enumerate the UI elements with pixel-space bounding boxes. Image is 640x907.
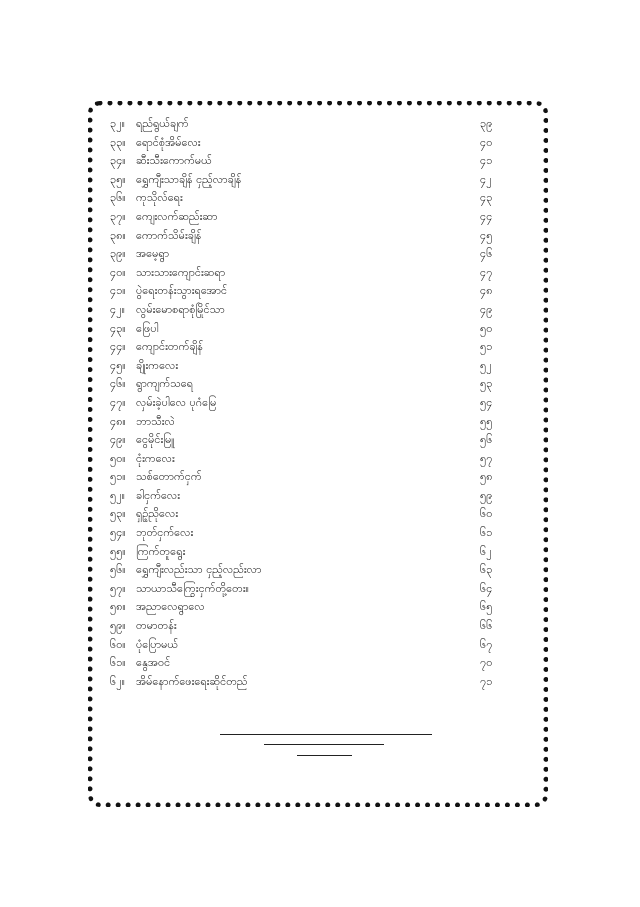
toc-entry bbox=[110, 431, 510, 450]
toc-entry-page-number: ၄၈ bbox=[480, 284, 493, 298]
closing-rule-short bbox=[297, 755, 352, 756]
toc-entry-number: ၃၄။ bbox=[110, 154, 126, 168]
toc-entry-number: ၄၃။ bbox=[110, 321, 126, 335]
toc-entry-number: ၃၈။ bbox=[110, 228, 126, 242]
toc-entry bbox=[110, 673, 510, 692]
toc-entry bbox=[110, 245, 510, 264]
toc-entry-number: ၄၀။ bbox=[110, 265, 126, 279]
toc-entry-number: ၃၉။ bbox=[110, 247, 126, 261]
toc-entry-page-number: ၃၉ bbox=[480, 117, 493, 130]
toc-entry bbox=[110, 264, 510, 283]
toc-entry-page-number: ၄၁ bbox=[480, 154, 493, 168]
toc-entry-number: ၃၆။ bbox=[110, 191, 126, 205]
toc-entry-page-number: ၄၃ bbox=[480, 191, 493, 205]
toc-entry-page-number: ၆၃ bbox=[480, 563, 493, 577]
toc-entry-number: ၄၉။ bbox=[110, 433, 126, 447]
toc-entry-title: ပွဲရေးတန်းသွားရအောင် bbox=[136, 284, 228, 298]
toc-entry-number: ၆၂။ bbox=[110, 674, 125, 688]
toc-entry bbox=[110, 171, 510, 190]
toc-entry-number: ၄၄။ bbox=[110, 340, 126, 354]
toc-entry-number: ၅၈။ bbox=[110, 600, 126, 614]
toc-entry-number: ၄၆။ bbox=[110, 377, 126, 391]
toc-entry-number: ၅၆။ bbox=[110, 563, 126, 577]
toc-entry-title: ကျောင်းတက်ချိန် bbox=[136, 340, 203, 354]
toc-entry-number: ၅၃။ bbox=[110, 507, 126, 521]
toc-entry-page-number: ၅၁ bbox=[480, 340, 493, 354]
toc-entry bbox=[110, 301, 510, 320]
toc-entry bbox=[110, 561, 510, 580]
toc-entry-title: ရွာကျက်သရေ bbox=[136, 377, 194, 391]
toc-entry-title: ဆီးသီးကောက်မယ် bbox=[136, 154, 212, 168]
toc-entry-title: သစ်တောက်ငှက် bbox=[136, 470, 202, 484]
toc-entry bbox=[110, 413, 510, 432]
toc-entry-page-number: ၅၉ bbox=[480, 488, 493, 502]
toc-entry-title: ရှဉ့်ညိုလေး bbox=[136, 507, 179, 521]
toc-entry bbox=[110, 394, 510, 413]
toc-entry-page-number: ၆၀ bbox=[480, 507, 493, 521]
toc-entry-number: ၃၃။ bbox=[110, 135, 126, 149]
toc-entry-title: ငွေမိုင်းမြူ bbox=[136, 433, 175, 447]
toc-entry-title: လွမ်းမောစရာစုံမြိုင်သာ bbox=[136, 302, 225, 316]
toc-entry-title: ဖြေပါ bbox=[136, 321, 159, 335]
toc-entry-title: ခါငှက်လေး bbox=[136, 488, 181, 502]
toc-entry-title: နွေအဝင် bbox=[136, 656, 171, 670]
toc-entry-title: လှမ်းခဲ့ပါလေ ပုဂံမြေ bbox=[136, 395, 217, 409]
toc-entry-page-number: ၄၀ bbox=[480, 135, 493, 149]
toc-entry-number: ၅၇။ bbox=[110, 581, 126, 595]
toc-entry bbox=[110, 654, 510, 673]
toc-entry bbox=[110, 320, 510, 339]
toc-entry-title: ဘာသီးလဲ bbox=[136, 414, 175, 428]
toc-entry-page-number: ၅၂ bbox=[480, 358, 492, 372]
toc-entry-page-number: ၆၇ bbox=[480, 637, 493, 651]
toc-entry-title: သာယာသီကြွေးငှက်တို့တေး။ bbox=[136, 581, 249, 595]
toc-entry-number: ၄၈။ bbox=[110, 414, 126, 428]
toc-entry-number: ၄၅။ bbox=[110, 358, 126, 372]
toc-entry-title: ကြက်တူရွေး bbox=[136, 544, 186, 558]
toc-entry-page-number: ၅၇ bbox=[480, 451, 493, 465]
toc-entry bbox=[110, 505, 510, 524]
toc-entry bbox=[110, 282, 510, 301]
toc-entry-title: ရွှေကျီးလည်းသာ ငှည့်လည်းလာ bbox=[136, 563, 262, 577]
toc-entry-number: ၅၉။ bbox=[110, 619, 126, 633]
toc-entry-number: ၄၁။ bbox=[110, 284, 126, 298]
toc-entry-number: ၄၂။ bbox=[110, 302, 125, 316]
toc-entry-title: ရည်ရွယ်ချက် bbox=[136, 117, 189, 130]
toc-entry-title: အညာလေရွာလေ bbox=[136, 600, 205, 614]
toc-entry-page-number: ၄၉ bbox=[480, 302, 493, 316]
toc-entry bbox=[110, 636, 510, 655]
toc-entry bbox=[110, 189, 510, 208]
toc-entry-number: ၃၂။ bbox=[110, 117, 125, 130]
toc-entry bbox=[110, 134, 510, 153]
toc-entry-title: အိမ်နောက်ဖေးရေးဆိုင်တည် bbox=[136, 674, 248, 688]
toc-entry-page-number: ၄၅ bbox=[480, 228, 493, 242]
toc-entry-title: ချိုးကလေး bbox=[136, 358, 179, 372]
toc-entry-number: ၆၁။ bbox=[110, 656, 126, 670]
toc-entry-page-number: ၅၅ bbox=[480, 414, 493, 428]
toc-entry-number: ၅၄။ bbox=[110, 526, 126, 540]
toc-entry-title: ဘုတ်ငှက်လေး bbox=[136, 526, 194, 540]
toc-entry-page-number: ၆၆ bbox=[480, 619, 493, 633]
toc-entry-title: ကုသိုလ်ရေး bbox=[136, 191, 183, 205]
toc-entry-page-number: ၇၀ bbox=[480, 656, 493, 670]
toc-entry bbox=[110, 208, 510, 227]
closing-rule-long bbox=[220, 734, 432, 735]
toc-entry bbox=[110, 617, 510, 636]
toc-entry bbox=[110, 543, 510, 562]
toc-entry-page-number: ၅၈ bbox=[480, 470, 493, 484]
toc-entry-page-number: ၆၄ bbox=[480, 581, 493, 595]
toc-entry-title: ကျေးလက်ဆည်းဆာ bbox=[136, 209, 218, 223]
toc-entry bbox=[110, 152, 510, 171]
toc-entry-page-number: ၅၆ bbox=[480, 433, 493, 447]
toc-entry-number: ၃၇။ bbox=[110, 209, 126, 223]
toc-entry-title: ရွှေကျီးသာချိန် ငှည့်လာချိန် bbox=[136, 172, 242, 186]
toc-entry-page-number: ၅၀ bbox=[480, 321, 493, 335]
toc-entry bbox=[110, 450, 510, 469]
toc-entry-page-number: ၄၇ bbox=[480, 265, 493, 279]
toc-entry-title: အမေ့ရွာ bbox=[136, 247, 170, 261]
toc-entry-page-number: ၆၅ bbox=[480, 600, 493, 614]
toc-entry-number: ၅၀။ bbox=[110, 451, 126, 465]
toc-entry-page-number: ၄၆ bbox=[480, 247, 493, 261]
toc-entry-page-number: ၇၁ bbox=[480, 674, 493, 688]
toc-entry-title: ရောင်စုံအိမ်လေး bbox=[136, 135, 201, 149]
toc-entry-title: ငုံးကလေး bbox=[136, 451, 175, 465]
toc-entry-page-number: ၅၄ bbox=[480, 395, 493, 409]
toc-entry bbox=[110, 357, 510, 376]
toc-entry-number: ၅၁။ bbox=[110, 470, 126, 484]
toc-entry bbox=[110, 468, 510, 487]
toc-entry bbox=[110, 338, 510, 357]
closing-rule-medium bbox=[264, 744, 384, 745]
toc-entry bbox=[110, 580, 510, 599]
toc-entry bbox=[110, 598, 510, 617]
toc-entry bbox=[110, 524, 510, 543]
toc-entry-title: သားသားကျောင်းဆရာ bbox=[136, 265, 226, 279]
toc-entry-page-number: ၄၄ bbox=[480, 209, 493, 223]
toc-entry-number: ၅၂။ bbox=[110, 488, 125, 502]
toc-entry bbox=[110, 115, 510, 134]
toc-entry-title: တမာတန်း bbox=[136, 619, 177, 633]
table-of-contents bbox=[110, 115, 510, 691]
toc-entry-number: ၅၅။ bbox=[110, 544, 126, 558]
toc-entry-page-number: ၅၃ bbox=[480, 377, 493, 391]
toc-entry-page-number: ၆၂ bbox=[480, 544, 492, 558]
toc-entry bbox=[110, 375, 510, 394]
toc-entry bbox=[110, 227, 510, 246]
toc-entry-page-number: ၆၁ bbox=[480, 526, 493, 540]
toc-entry-title: ကောက်သိမ်းချိန် bbox=[136, 228, 202, 242]
toc-entry-number: ၄၇။ bbox=[110, 395, 126, 409]
toc-entry-number: ၆၀။ bbox=[110, 637, 126, 651]
toc-entry-title: ပုံပြောမယ် bbox=[136, 637, 179, 651]
toc-entry-page-number: ၄၂ bbox=[480, 172, 492, 186]
toc-entry-number: ၃၅။ bbox=[110, 172, 126, 186]
toc-entry bbox=[110, 487, 510, 506]
